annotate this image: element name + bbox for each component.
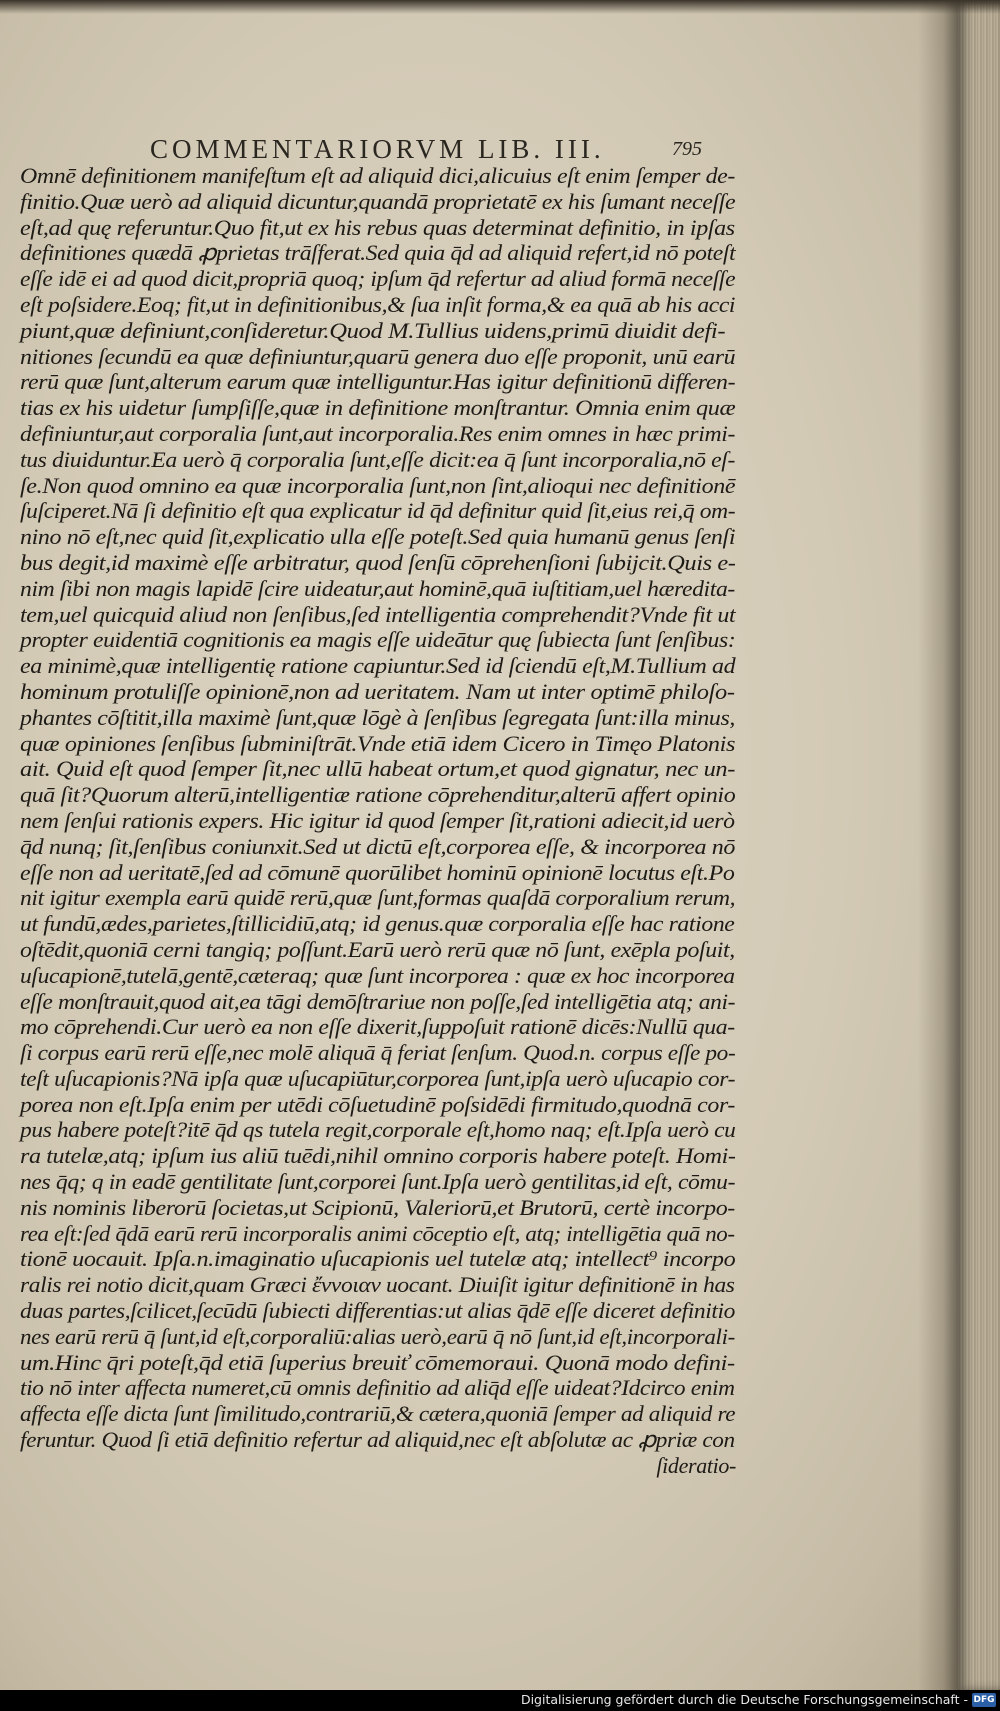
text-line: duas partes,ſcilicet,ſecūdū ſubiecti differentias:ut alias q̄dē eſſe diceret definitio: [20, 1298, 736, 1324]
text-line: Omnē definitionem manifeſtum eſt ad aliquid dici,alicuius eſt enim ſemper de-: [20, 163, 735, 188]
text-line: phantes cōſtitit,illa maximè ſunt,quæ lōgè à ſenſibus ſegregata ſunt:illa minus,: [20, 704, 736, 730]
text-line: ra tutelæ,atq; ipſum ius aliū tuēdi,nihil omnino corporis habere poteſt. Homi-: [20, 1143, 736, 1169]
text-line: ſe.Non quod omnino ea quæ incorporalia ſunt,non ſint,alioqui nec definitionē: [20, 472, 736, 498]
text-line: um.Hinc q̄ri poteſt,q̄d etiā ſuperius breuiť cōmemoraui. Quonā modo defini-: [20, 1349, 735, 1375]
body-text: [20, 163, 740, 1479]
page-number: 795: [672, 138, 702, 160]
text-line: oſtēdit,quoniā cerni tangiq; poſſunt.Earū uerò rerū quæ nō ſunt, exēpla poſuit,: [20, 936, 735, 962]
dfg-logo-icon: DFG: [973, 1695, 995, 1705]
text-line: eſſe monſtrauit,quod ait,ea tāgi demōſtrariue non poſſe,ſed intelligētia atq; ani-: [20, 988, 736, 1014]
text-line: bus degit,id maximè eſſe arbitratur, quod ſenſū cōprehenſioni ſubijcit.Quis e-: [20, 549, 736, 575]
text-line: nem ſenſui rationis expers. Hic igitur id quod ſemper ſit,rationi adiecit,id uerò: [20, 807, 735, 833]
top-edge-shadow: [0, 0, 1000, 14]
text-line: ſideratio-: [656, 1452, 736, 1478]
text-line: nes earū rerū q̄ ſunt,id eſt,corporaliū:alias uerò,earū q̄ nō ſunt,id eſt,incorporali-: [20, 1323, 735, 1349]
text-line: nis nominis liberorū ſocietas,ut Scipionū, Valeriorū,et Brutorū, certè incorpo-: [20, 1194, 735, 1220]
text-line: pus habere poteſt?itē q̄d qs tutela regit,corporale eſt,homo naq; eſt.Ipſa uerò cu: [20, 1117, 736, 1143]
text-line: ea minimè,quæ intelligentię ratione capiuntur.Sed id ſciendū eſt,M.Tullium ad: [20, 653, 736, 679]
funding-credit: Digitalisierung gefördert durch die Deutsche Forschungsgemeinschaft -: [520, 1692, 968, 1707]
text-line: tionē uocauit. Ipſa.n.imaginatio uſucapionis uel tutelæ atq; intellect⁹ incorpo: [20, 1246, 736, 1272]
text-line: ſi corpus earū rerū eſſe,nec molē aliquā q̄ feriat ſenſum. Quod.n. corpus eſſe po-: [20, 1040, 736, 1066]
text-line: tus diuiduntur.Ea uerò q̄ corporalia ſunt,eſſe dicit:ea q̄ ſunt incorporalia,nō eſ-: [20, 446, 735, 472]
text-line: definitiones quædā ꝓprietas trāſferat.Sed quia q̄d ad aliquid refert,id nō poteſt: [20, 240, 736, 266]
text-line: nes q̄q; q in eadē gentilitate ſunt,corporei ſunt.Ipſa uerò gentilitas,id eſt, cōmu-: [20, 1169, 736, 1195]
text-line: feruntur. Quod ſi etiā definitio refertur ad aliquid,nec eſt abſolutæ ac ꝓpriæ con: [20, 1427, 735, 1453]
text-line: eſſe idē ei ad quod dicit,propriā quoq; ipſum q̄d refertur ad aliud formā neceſſe: [20, 266, 736, 292]
text-line: ralis rei notio dicit,quam Græci ἔννοιαν uocant. Diuiſit igitur definitionē in has: [20, 1272, 735, 1298]
text-line: nino nō eſt,nec quid ſit,explicatio ulla eſſe poteſt.Sed quia humanū genus ſenſi: [20, 524, 736, 550]
text-line: ut fundū,ædes,parietes,ſtillicidiū,atq; id genus.quæ corporalia eſſe hac ratione: [20, 911, 735, 937]
gutter-shadow: [918, 0, 960, 1690]
text-line: piunt,quæ definiunt,conſideretur.Quod M.Tullius uidens,primū diuidit defi-: [20, 317, 726, 343]
text-line: tias ex his uidetur ſumpſiſſe,quæ in definitione monſtrantur. Omnia enim quæ: [20, 395, 736, 421]
text-line: finitio.Quæ uerò ad aliquid dicuntur,quandā proprietatē ex his ſumant neceſſe: [20, 188, 736, 214]
book-block-edges: [958, 0, 1000, 1690]
text-line: eſſe non ad ueritatē,ſed ad cōmunē quorūlibet hominū opinionē locutus eſt.Po: [20, 859, 735, 885]
text-line: quā ſit?Quorum alterū,intelligentiæ ratione cōprehenditur,alterū affert opinio: [20, 782, 736, 808]
text-line: ait. Quid eſt quod ſemper ſit,nec ullū habeat ortum,et quod gignatur, nec un-: [20, 756, 735, 782]
text-line: q̄d nunq; ſit,ſenſibus coniunxit.Sed ut dictū eſt,corporea eſſe, & incorporea nō: [20, 833, 736, 859]
text-line: rea eſt:ſed q̄dā earū rerū incorporalis animi cōceptio eſt, atq; intelligētia quā no-: [20, 1220, 735, 1246]
text-line: quæ opiniones ſenſibus ſubminiſtrāt.Vnde etiā idem Cicero in Timęo Platonis: [20, 730, 736, 756]
text-line: eſt poſsidere.Eoq; fit,ut in definitionibus,& ſua inſit forma,& ea quā ab his acci: [20, 291, 736, 317]
footer-bar: [0, 1690, 1000, 1711]
text-line: nitiones ſecundū ea quæ definiuntur,quarū genera duo eſſe proponit, unū earū: [20, 343, 736, 369]
text-line: rerū quæ ſunt,alterum earum quæ intelliguntur.Has igitur definitionū differen-: [20, 369, 736, 395]
text-line: affecta eſſe dicta ſunt ſimilitudo,contrariū,& cætera,quoniā ſemper ad aliquid re: [20, 1401, 736, 1427]
text-line: propter euidentiā cognitionis ea magis eſſe uideātur quę ſubiecta ſunt ſenſibus:: [20, 627, 736, 653]
text-line: tio nō inter affecta numeret,cū omnis definitio ad aliq̄d eſſe uideat?Idcirco enim: [20, 1375, 735, 1401]
text-line: mo cōprehendi.Cur uerò ea non eſſe dixerit,ſuppoſuit rationē dicēs:Nullū qua-: [20, 1014, 735, 1040]
text-line: hominum protuliſſe opinionē,non ad ueritatem. Nam ut inter optimē philoſo-: [20, 678, 735, 704]
running-head: COMMENTARIORVM LIB. III.: [150, 134, 605, 164]
text-line: definiuntur,aut corporalia ſunt,aut incorporalia.Res enim omnes in hæc primi-: [20, 420, 735, 446]
text-line: eſt,ad quę referuntur.Quo fit,ut ex his rebus quas determinat definitio, in ipſas: [20, 214, 735, 240]
text-line: nit igitur exempla earū quidē rerū,quæ ſunt,formas quaſdā corporalium rerum,: [20, 885, 736, 911]
text-line: porea non eſt.Ipſa enim per utēdi cōſuetudinē poſsidēdi firmitudo,quodnā cor-: [20, 1091, 735, 1117]
text-line: teſt uſucapionis?Nā ipſa quæ uſucapiūtur,corporea ſunt,ipſa uerò uſucapio cor-: [20, 1065, 736, 1091]
text-line: nim ſibi non magis lapidē ſcire uideatur,aut hominē,quā iuſtitiam,uel hæredita-: [20, 575, 735, 601]
text-line: tem,uel quicquid aliud non ſenſibus,ſed intelligentia comprehendit?Vnde fit ut: [20, 601, 736, 627]
text-line: ſuſciperet.Nā ſi definitio eſt qua explicatur id q̄d definitur quid ſit,eius rei,q̄ om-: [20, 498, 736, 524]
text-line: uſucapionē,tutelā,gentē,cæteraq; quæ ſunt incorporea : quæ ex hoc incorporea: [20, 962, 735, 988]
